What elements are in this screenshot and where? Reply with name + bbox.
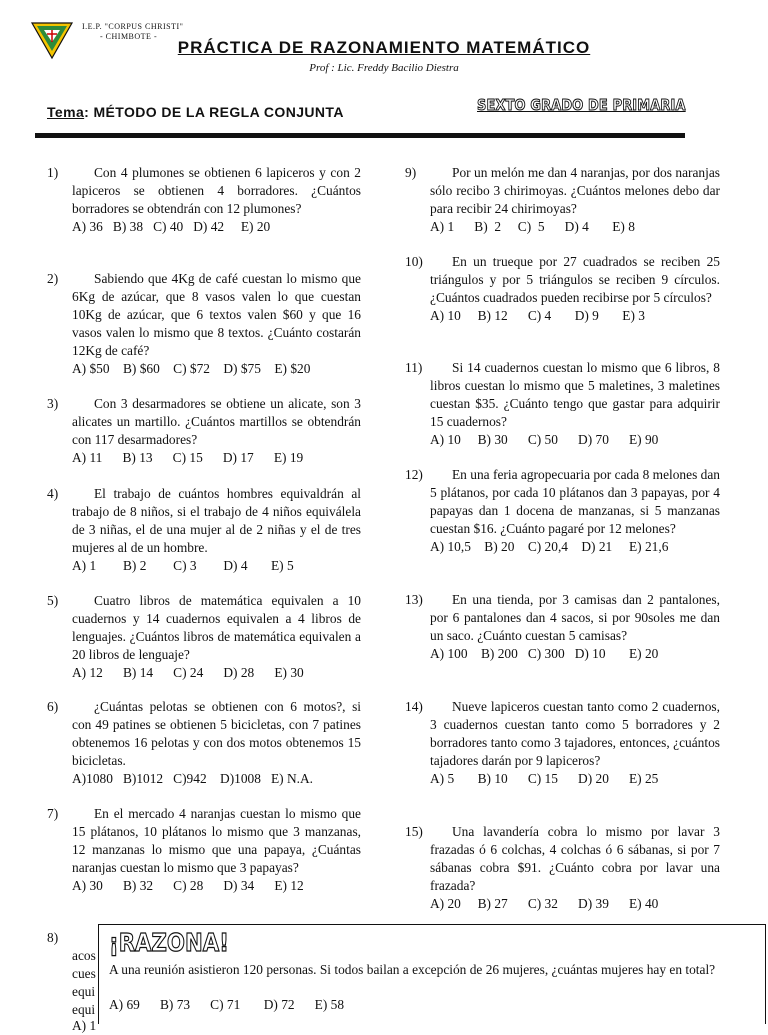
question-text: Nueve lapiceros cuestan tanto como 2 cuadernos, 3 cuadernos cuestan tanto como 5 borradores y 2 borradores tanto como 3 tajadores, entonces, ¿cuántos tajadores darán por 9 lapiceros? (430, 699, 720, 768)
question-text: Cuatro libros de matemática equivalen a 10 cuadernos y 14 cuadernos equivalen a 4 libros de lenguajes. ¿Cuántos libros de matemática equivalen a 20 libros de lenguaje? (72, 593, 361, 662)
question-options: A) 10 B) 30 C) 50 D) 70 E) 90 (430, 432, 659, 447)
question-text: Sabiendo que 4Kg de café cuestan lo mismo que 6Kg de azúcar, que 8 vasos valen lo que cuestan 10Kg de azúcar, que 6 textos valen $60 y que 16 vasos valen lo mismo que 8 textos. ¿Cuánto costarán 12Kg de café? (72, 271, 361, 358)
question-text: Una lavandería cobra lo mismo por lavar 3 frazadas ó 6 colchas, 4 colchas ó 6 sábanas, si por 7 sábanas cobra $91. ¿Cuánto cobra por lavar una frazada? (430, 824, 720, 893)
question-options: A) 36 B) 38 C) 40 D) 42 E) 20 (72, 219, 271, 234)
question-text: En una tienda, por 3 camisas dan 2 pantalones, por 6 pantalones dan 4 sacos, si por 90soles me dan un saco. ¿Cuánto cuestan 5 camisas? (430, 592, 720, 643)
question-9 (405, 164, 720, 236)
question-1 (47, 164, 361, 236)
question-8-fragment: A) 1 (72, 1018, 97, 1033)
question-text: El trabajo de cuántos hombres equivaldrán al trabajo de 8 niños, si el trabajo de 4 niños equiválela de 3 niñas, el de una mujer al de 2 niñas y el de tres mujeres al de un hombre. (72, 486, 361, 555)
question-text: Con 4 plumones se obtienen 6 lapiceros y con 2 lapiceros se obtienen 4 borradores. ¿Cuántos borradores se obtendrán con 12 plumones? (72, 165, 361, 216)
razona-box (98, 924, 766, 1024)
question-2 (47, 270, 361, 378)
question-8-fragment: equi (72, 1002, 96, 1017)
topic-value: : MÉTODO DE LA REGLA CONJUNTA (84, 104, 344, 120)
question-options: A) 1 B) 2 C) 5 D) 4 E) 8 (430, 219, 635, 234)
topic-label: Tema (47, 104, 85, 120)
question-number: 2) (47, 271, 59, 286)
question-options: A) 11 B) 13 C) 15 D) 17 E) 19 (72, 450, 304, 465)
question-options: A) 10,5 B) 20 C) 20,4 D) 21 E) 21,6 (430, 539, 669, 554)
question-number: 5) (47, 593, 59, 608)
school-name-line1: I.E.P. "CORPUS CHRISTI" (82, 22, 184, 31)
question-15 (405, 823, 720, 913)
question-5 (47, 592, 361, 682)
question-number: 15) (405, 824, 423, 839)
question-10 (405, 253, 720, 325)
question-text: Si 14 cuadernos cuestan lo mismo que 6 libros, 8 libros cuestan lo mismo que 5 maletines, 3 maletines cuestan $35. ¿Cuánto tengo que gastar para adquirir 15 cuadernos? (430, 360, 720, 429)
question-text: En una feria agropecuaria por cada 8 melones dan 5 plátanos, por cada 10 plátanos dan 3 papayas, por 4 papayas dan 1 docena de manzanas, si 5 manzanas cuestan $16. ¿Cuánto pagaré por 12 melones? (430, 467, 720, 536)
question-options: A) 30 B) 32 C) 28 D) 34 E) 12 (72, 878, 304, 893)
topic-heading (47, 104, 344, 120)
question-12 (405, 466, 720, 556)
question-14 (405, 698, 720, 788)
question-options: A) 100 B) 200 C) 300 D) 10 E) 20 (430, 646, 659, 661)
question-number: 11) (405, 360, 423, 375)
question-options: A) 12 B) 14 C) 24 D) 28 E) 30 (72, 665, 304, 680)
question-number: 1) (47, 165, 59, 180)
question-options: A) 20 B) 27 C) 32 D) 39 E) 40 (430, 896, 659, 911)
question-options: A) 5 B) 10 C) 15 D) 20 E) 25 (430, 771, 659, 786)
question-number: 7) (47, 806, 59, 821)
question-text: En el mercado 4 naranjas cuestan lo mismo que 15 plátanos, 10 plátanos lo mismo que 3 manzanas, 12 manzanas lo mismo que una papaya, ¿Cuántas naranjas cuestan lo mismo que 3 papayas? (72, 806, 361, 875)
question-8-fragment: acos (72, 948, 96, 963)
question-options: A)1080 B)1012 C)942 D)1008 E) N.A. (72, 771, 314, 786)
question-3 (47, 395, 361, 467)
question-11 (405, 359, 720, 449)
question-number: 14) (405, 699, 423, 714)
question-text: Con 3 desarmadores se obtiene un alicate, son 3 alicates un martillo. ¿Cuántos martillos se obtendrán con 117 desarmadores? (72, 396, 361, 447)
question-options: A) $50 B) $60 C) $72 D) $75 E) $20 (72, 361, 311, 376)
question-options: A) 1 B) 2 C) 3 D) 4 E) 5 (72, 558, 294, 573)
question-text: Por un melón me dan 4 naranjas, por dos naranjas sólo recibo 3 chirimoyas. ¿Cuántos melones debo dar para recibir 24 chirimoyas? (430, 165, 720, 216)
question-text: En un trueque por 27 cuadrados se reciben 25 triángulos y por 5 triángulos se reciben 9 círculos. ¿Cuántos cuadrados pueden recibirse por 5 círculos? (430, 254, 720, 305)
question-number: 3) (47, 396, 59, 411)
question-options: A) 10 B) 12 C) 4 D) 9 E) 3 (430, 308, 645, 323)
school-name-line2: - CHIMBOTE - (100, 32, 158, 41)
question-number: 12) (405, 467, 423, 482)
question-number: 8) (47, 930, 59, 945)
question-number: 4) (47, 486, 59, 501)
grade-banner: SEXTO GRADO DE PRIMARIA (477, 96, 686, 114)
razona-options: A) 69 B) 73 C) 71 D) 72 E) 58 (109, 997, 345, 1012)
page-title: PRÁCTICA DE RAZONAMIENTO MATEMÁTICO (177, 38, 591, 57)
header-divider (35, 133, 685, 138)
question-7 (47, 805, 361, 895)
question-4 (47, 485, 361, 575)
question-number: 10) (405, 254, 423, 269)
question-8-fragment: equi (72, 984, 96, 999)
professor-line: Prof : Lic. Freddy Bacilio Diestra (309, 62, 459, 74)
razona-question-text: A una reunión asistieron 120 personas. Si todos bailan a excepción de 26 mujeres, ¿cuántas mujeres hay en total? (109, 962, 716, 977)
question-number: 13) (405, 592, 423, 607)
question-number: 6) (47, 699, 59, 714)
razona-title: ¡RAZONA! (109, 928, 229, 957)
question-6 (47, 698, 361, 788)
question-8-fragment: cues (72, 966, 96, 981)
question-text: ¿Cuántas pelotas se obtienen con 6 motos?, si con 49 patines se obtienen 5 bicicletas, con 7 patines obtenemos 16 pelotas y con dos motos obtenemos 15 bicicletas. (72, 699, 361, 768)
question-13 (405, 591, 720, 663)
question-number: 9) (405, 165, 417, 180)
